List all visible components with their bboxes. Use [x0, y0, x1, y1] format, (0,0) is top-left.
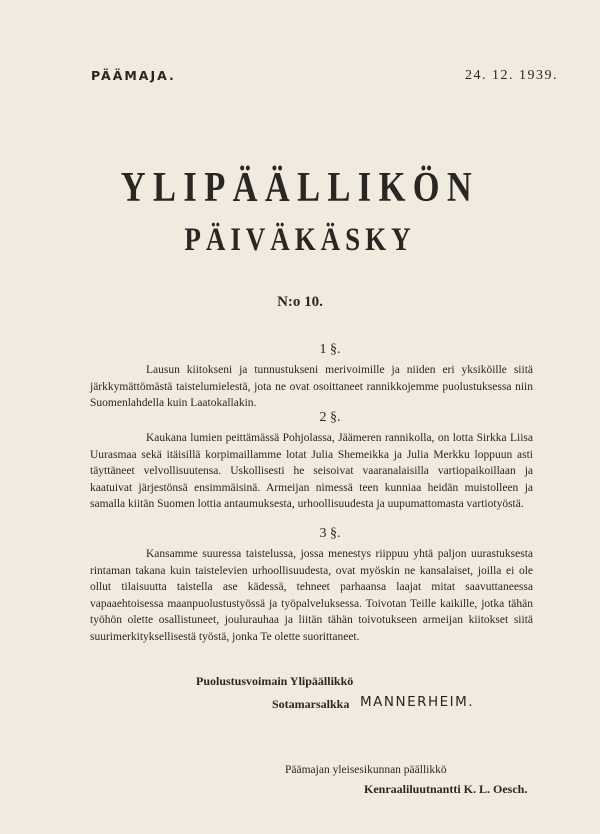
section-mark-3: 3 §.: [319, 526, 341, 541]
section-text-1: Lausun kiitokseni ja tunnustukseni merivoimille ja niiden eri yksiköille siitä järkkymättömästä taistelumielestä, jota ne ovat osoittaneet rannikkojemme puolustuksessa niin Suomenlahdella kuin Laatokallakin.: [90, 364, 533, 409]
section-text-2: Kaukana lumien peittämässä Pohjolassa, Jäämeren rannikolla, on lotta Sirkka Liisa Uurasmaa sekä itäisillä korpimaillamme lotat Julia Shemeikka ja Julia Merkku loppuun asti täyttäneet velvollisuutensa. Uskollisesti he seisoivat vaaranalaisilla vartiopaikoillaan ja kaatuivat järjestönsä ensimmäisinä. Armeijan nimessä teen kunniaa heidän muistolleen ja samalla kiitän Suomen lottia antaumuksesta, urhoollisuudesta ja uupumattomasta vartiotyöstä.: [90, 432, 533, 510]
countersign-name: Kenraaliluutnantti K. L. Oesch.: [364, 782, 528, 796]
section-mark-1: 1 §.: [319, 342, 341, 357]
signature-name: MANNERHEIM.: [360, 694, 475, 710]
header-date: 24. 12. 1939.: [465, 68, 558, 83]
countersign-title: Päämajan yleisesikunnan päällikkö: [285, 764, 447, 776]
signature-rank: Sotamarsalkka: [272, 697, 350, 711]
title-line-2: PÄIVÄKÄSKY: [184, 222, 416, 258]
order-number: N:o 10.: [277, 294, 323, 310]
section-text-3: Kansamme suuressa taistelussa, jossa menestys riippuu yhtä paljon uurastuksesta rintaman takana kuin taistelevien urhoollisuudesta, ovat myöskin ne kansalaiset, joilla ei ole ollut tilaisuutta taistella ase kädessä, tehneet parhaansa laajat mitat saavuttaneessa vapaaehtoisessa maanpuolustustyössä ja työpalveluksessa. Toivotan Teille kaikille, jotka tähän työhön olette osallistuneet, joulurauhaa ja liitän tähän toivotukseen armeijan kiitokset siitä suurimerkityksellisestä työstä, jonka Te olette suorittaneet.: [90, 548, 533, 643]
header-place: PÄÄMAJA.: [91, 68, 176, 83]
signature-title: Puolustusvoimain Ylipäällikkö: [196, 674, 354, 688]
section-mark-2: 2 §.: [319, 410, 341, 425]
title-line-1: YLIPÄÄLLIKÖN: [120, 165, 480, 211]
